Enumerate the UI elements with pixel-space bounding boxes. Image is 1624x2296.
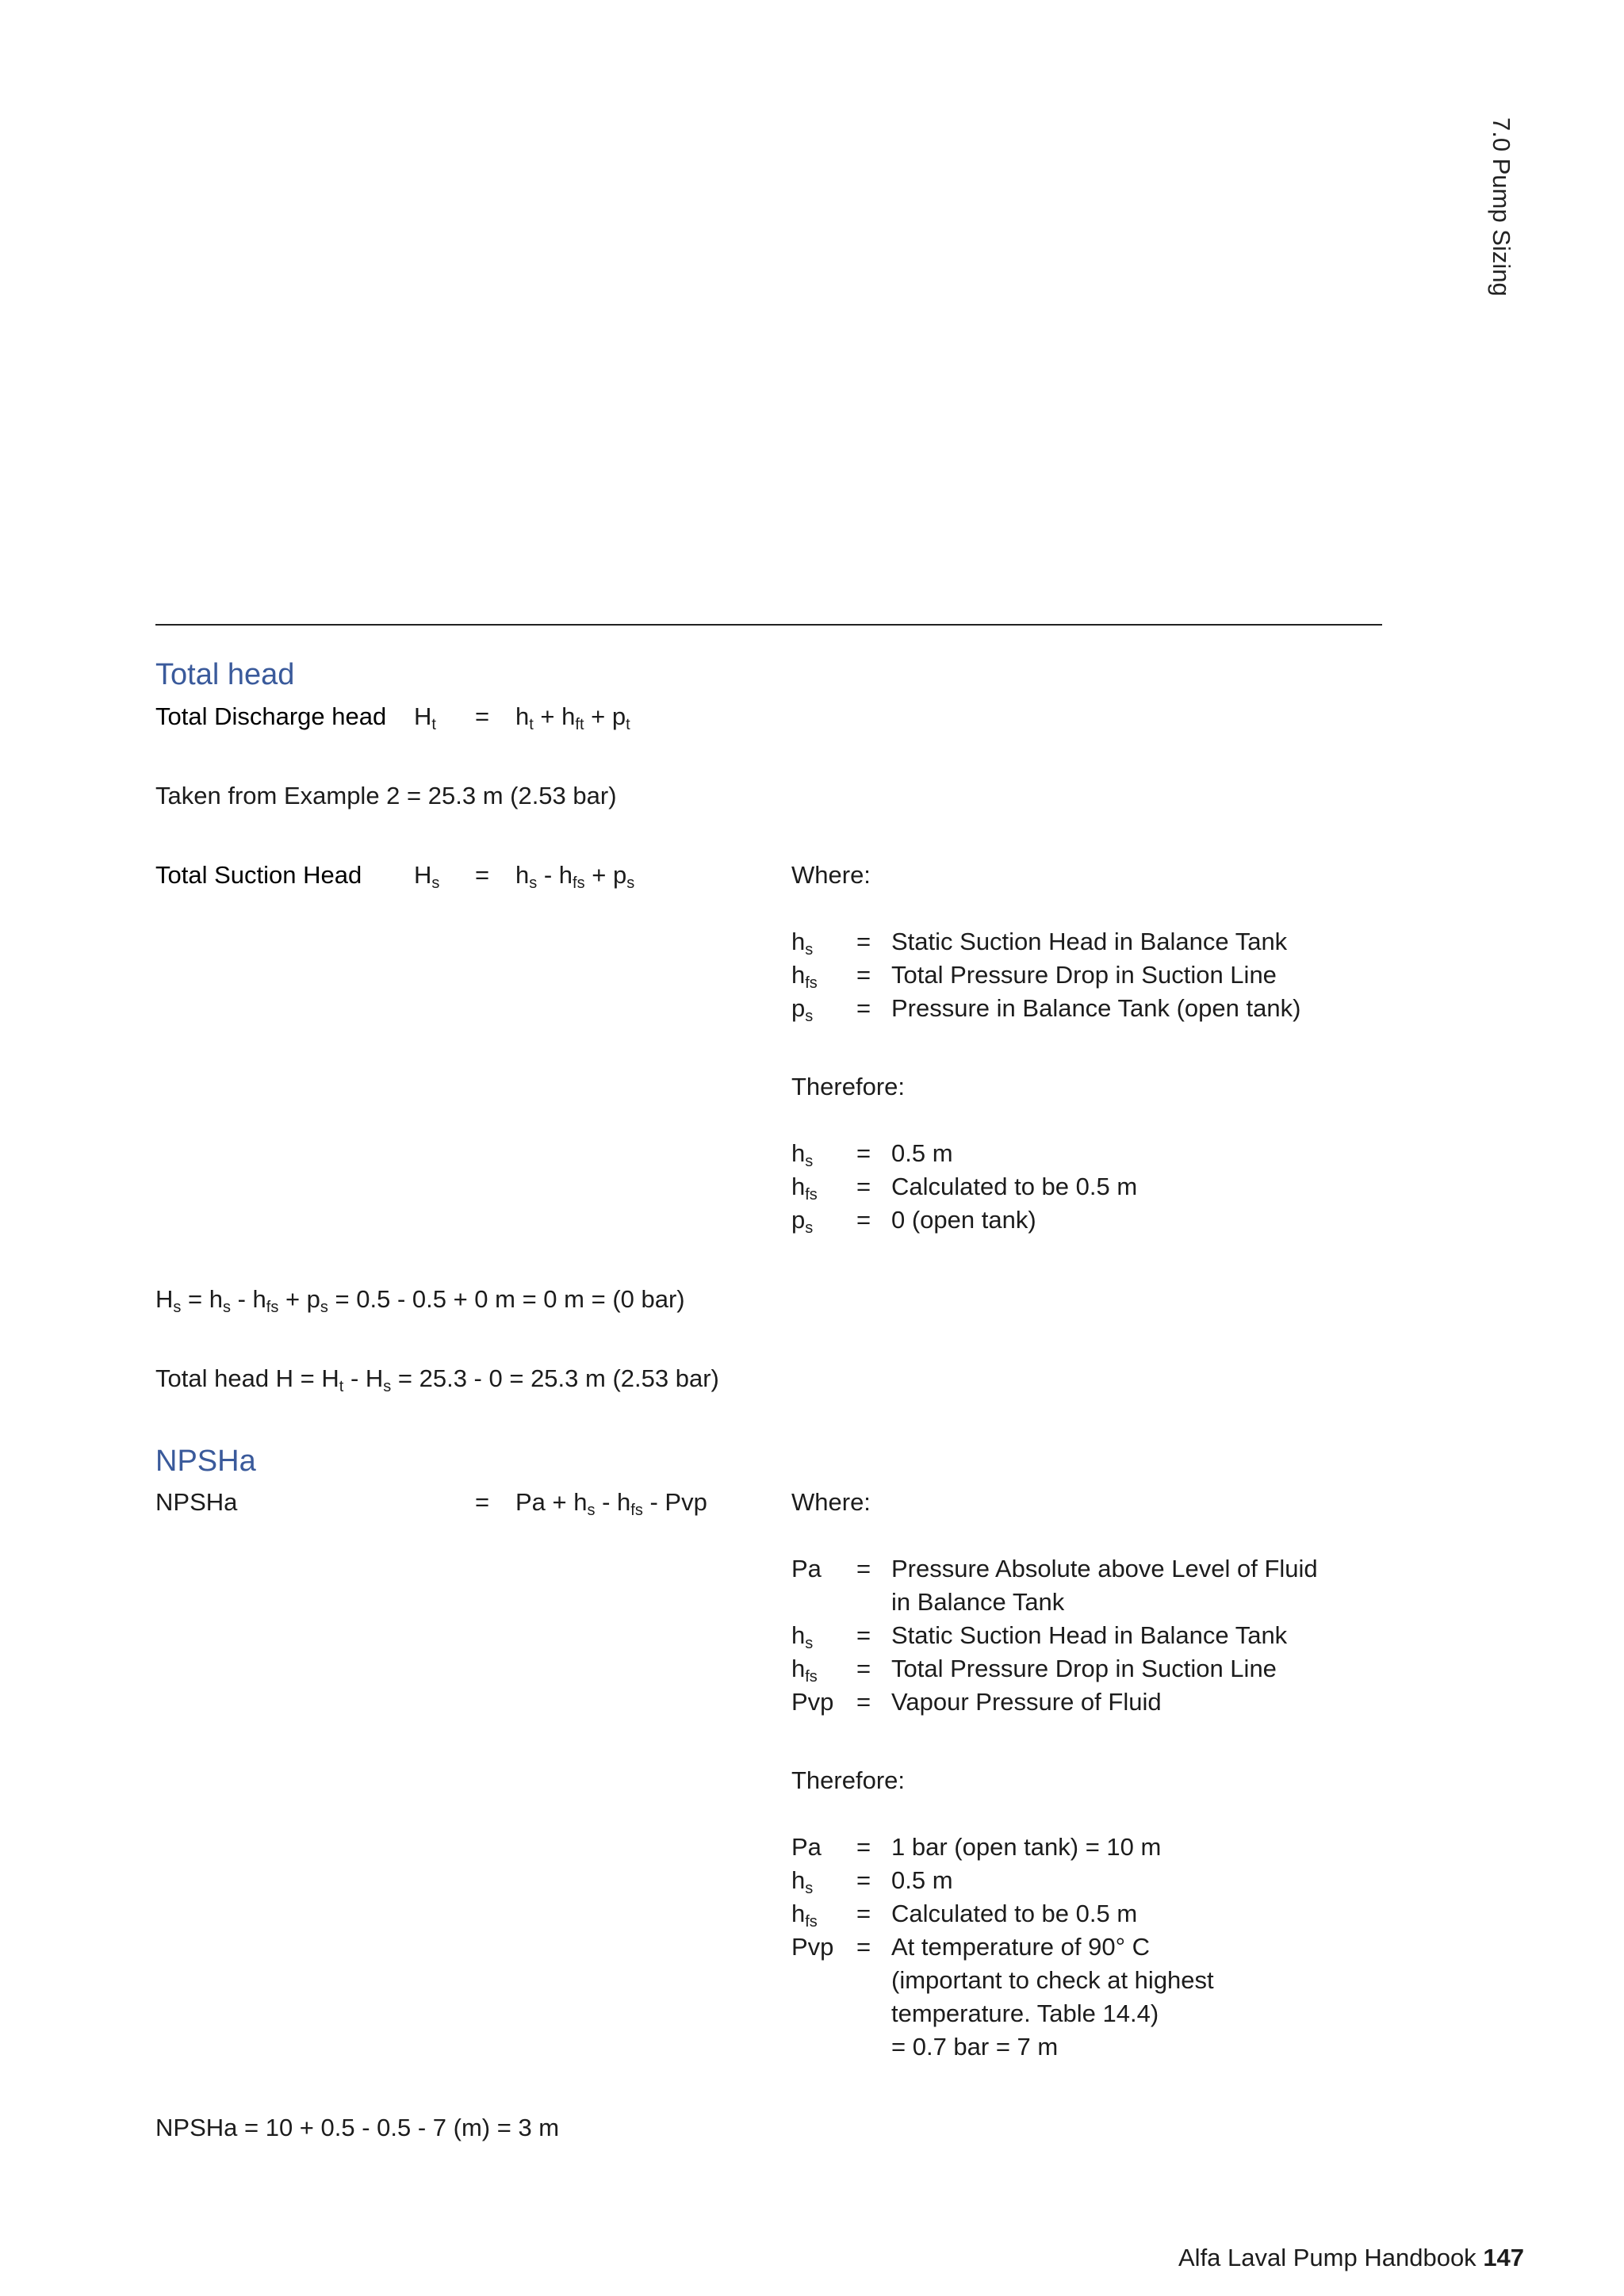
- definition-continuation: in Balance Tank: [891, 1588, 1065, 1616]
- formula-text: + p: [584, 702, 626, 730]
- definition-symbol: $p_s$: [791, 994, 814, 1025]
- definition-symbol: $h_s$: [791, 1621, 814, 1652]
- total-head-where-label: Where:: [791, 861, 871, 889]
- formula-subscript: fs: [573, 874, 585, 892]
- definition-symbol: Pa: [791, 1555, 822, 1582]
- definition-symbol: $h_{fs}$: [791, 961, 818, 992]
- page-footer: [1178, 2241, 1524, 2275]
- definition-equals: =: [856, 1621, 871, 1649]
- suction-label: Total Suction Head: [155, 861, 362, 889]
- definition-symbol: $p_s$: [791, 1206, 814, 1237]
- total-head-heading: Total head: [155, 658, 295, 691]
- definition-equals: =: [856, 1900, 871, 1927]
- formula-text: h: [515, 702, 530, 730]
- definition-text: 0 (open tank): [891, 1206, 1036, 1234]
- definition-equals: =: [856, 994, 871, 1022]
- formula-text: = 0.5 - 0.5 + 0 m = 0 m = (0 bar): [327, 1285, 685, 1313]
- definition-equals: =: [856, 1139, 871, 1167]
- formula-text: + h: [533, 702, 576, 730]
- formula-text: - h: [537, 861, 573, 889]
- formula-subscript: fs: [630, 1502, 643, 1519]
- formula-subscript: t: [339, 1378, 344, 1395]
- footer-page-number: 147: [1483, 2244, 1525, 2271]
- suction-symbol: $H_s$: [414, 861, 440, 892]
- formula-subscript: s: [222, 1299, 231, 1316]
- definition-continuation: temperature. Table 14.4): [891, 1999, 1159, 2027]
- formula-text: Total head H = H: [155, 1364, 339, 1392]
- section-divider: [155, 624, 1382, 626]
- formula-text: - Pvp: [642, 1488, 707, 1516]
- total-head-therefore-label: Therefore:: [791, 1073, 906, 1100]
- definition-text: Pressure Absolute above Level of Fluid: [891, 1555, 1318, 1582]
- formula-text: h: [515, 861, 530, 889]
- definition-symbol: $h_s$: [791, 1139, 814, 1170]
- total-head-result: [155, 1362, 719, 1395]
- section-side-title: 7.0 Pump Sizing: [1488, 117, 1515, 297]
- definition-equals: =: [856, 928, 871, 955]
- formula-subscript: s: [626, 874, 635, 892]
- formula-subscript: ft: [575, 716, 584, 733]
- formula-subscript: s: [587, 1502, 596, 1519]
- npsha-heading: NPSHa: [155, 1445, 256, 1478]
- npsha-equals: =: [475, 1488, 490, 1516]
- formula-text: + p: [584, 861, 627, 889]
- definition-equals: =: [856, 1833, 871, 1861]
- definition-symbol: Pvp: [791, 1688, 834, 1716]
- suction-result: [155, 1283, 685, 1316]
- formula-subscript: s: [529, 874, 538, 892]
- definition-symbol: $h_{fs}$: [791, 1900, 818, 1931]
- definition-symbol: Pa: [791, 1833, 822, 1861]
- formula-text: = h: [181, 1285, 223, 1313]
- definition-equals: =: [856, 1206, 871, 1234]
- npsha-formula: [515, 1486, 707, 1519]
- definition-symbol: $h_{fs}$: [791, 1173, 818, 1203]
- definition-equals: =: [856, 961, 871, 989]
- formula-text: - h: [230, 1285, 266, 1313]
- definition-text: Pressure in Balance Tank (open tank): [891, 994, 1301, 1022]
- npsha-result: NPSHa = 10 + 0.5 - 0.5 - 7 (m) = 3 m: [155, 2114, 560, 2141]
- definition-symbol: $h_s$: [791, 1866, 814, 1897]
- discharge-symbol: $H_t$: [414, 702, 436, 733]
- definition-symbol: Pvp: [791, 1933, 834, 1961]
- npsha-label: NPSHa: [155, 1488, 238, 1516]
- formula-subscript: t: [626, 716, 630, 733]
- definition-text: Total Pressure Drop in Suction Line: [891, 961, 1277, 989]
- suction-formula: [515, 859, 634, 892]
- definition-continuation: = 0.7 bar = 7 m: [891, 2033, 1059, 2061]
- definition-text: Calculated to be 0.5 m: [891, 1900, 1138, 1927]
- definition-text: At temperature of 90° C: [891, 1933, 1150, 1961]
- definition-equals: =: [856, 1688, 871, 1716]
- suction-equals: =: [475, 861, 490, 889]
- definition-continuation: (important to check at highest: [891, 1966, 1214, 1994]
- definition-text: Calculated to be 0.5 m: [891, 1173, 1138, 1200]
- definition-text: Vapour Pressure of Fluid: [891, 1688, 1162, 1716]
- definition-equals: =: [856, 1933, 871, 1961]
- definition-text: 0.5 m: [891, 1139, 953, 1167]
- taken-from-text: Taken from Example 2 = 25.3 m (2.53 bar): [155, 782, 617, 809]
- formula-subscript: s: [173, 1299, 182, 1316]
- npsha-therefore-label: Therefore:: [791, 1766, 906, 1794]
- discharge-formula: [515, 700, 630, 733]
- formula-text: H: [155, 1285, 174, 1313]
- formula-subscript: t: [529, 716, 534, 733]
- formula-text: = 25.3 - 0 = 25.3 m (2.53 bar): [391, 1364, 719, 1392]
- formula-text: + p: [278, 1285, 320, 1313]
- formula-subscript: s: [383, 1378, 392, 1395]
- definition-symbol: $h_s$: [791, 928, 814, 959]
- discharge-label: Total Discharge head: [155, 702, 387, 730]
- formula-text: - H: [343, 1364, 384, 1392]
- formula-text: - h: [595, 1488, 631, 1516]
- definition-text: Total Pressure Drop in Suction Line: [891, 1655, 1277, 1682]
- definition-symbol: $h_{fs}$: [791, 1655, 818, 1686]
- npsha-where-label: Where:: [791, 1488, 871, 1516]
- definition-text: 1 bar (open tank) = 10 m: [891, 1833, 1162, 1861]
- definition-equals: =: [856, 1866, 871, 1894]
- formula-subscript: fs: [266, 1299, 279, 1316]
- definition-text: 0.5 m: [891, 1866, 953, 1894]
- definition-text: Static Suction Head in Balance Tank: [891, 928, 1288, 955]
- definition-text: Static Suction Head in Balance Tank: [891, 1621, 1288, 1649]
- footer-book-title: Alfa Laval Pump Handbook: [1178, 2244, 1477, 2271]
- formula-subscript: s: [320, 1299, 328, 1316]
- definition-equals: =: [856, 1655, 871, 1682]
- definition-equals: =: [856, 1173, 871, 1200]
- definition-equals: =: [856, 1555, 871, 1582]
- formula-text: Pa + h: [515, 1488, 588, 1516]
- discharge-equals: =: [475, 702, 490, 730]
